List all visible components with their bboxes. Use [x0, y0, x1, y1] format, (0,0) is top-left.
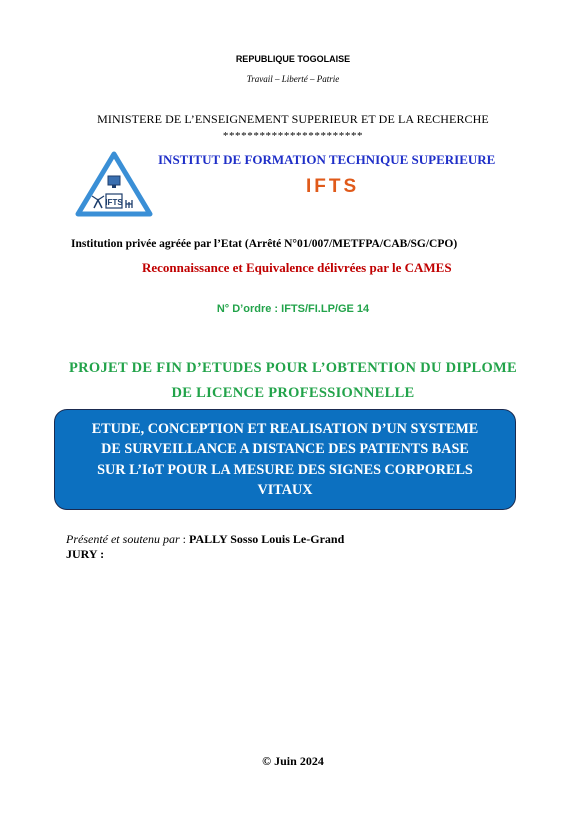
project-heading [0, 356, 586, 406]
thesis-title-line-2: DE SURVEILLANCE A DISTANCE DES PATIENTS BASE [101, 441, 469, 457]
thesis-title-line-3: SUR L’IoT POUR LA MESURE DES SIGNES CORPORELS [97, 461, 473, 478]
date-line: © Juin 2024 [262, 754, 324, 768]
project-heading-line-2: DE LICENCE PROFESSIONNELLE [171, 385, 415, 401]
logo-text: IFTS [105, 198, 123, 207]
institute-name: INSTITUT DE FORMATION TECHNIQUE SUPERIEURE [158, 152, 496, 167]
thesis-title-line-4: VITAUX [257, 482, 313, 498]
author-name: PALLY Sosso Louis Le-Grand [189, 532, 345, 546]
institute-acronym: IFTS [306, 176, 360, 197]
presented-by-separator: : [179, 532, 189, 546]
project-heading-line-1: PROJET DE FIN D’ETUDES POUR L’OBTENTION DU DIPLOME [68, 360, 518, 376]
presented-by [66, 532, 344, 547]
thesis-title-line-1: ETUDE, CONCEPTION ET REALISATION D’UN SYSTEME [91, 420, 479, 437]
country-name: REPUBLIQUE TOGOLAISE [235, 54, 351, 64]
presented-by-label: Présenté et soutenu par [66, 532, 180, 546]
thesis-title [84, 419, 487, 501]
order-number: N° D’ordre : IFTS/FI.LP/GE 14 [216, 303, 370, 315]
cames-recognition: Reconnaissance et Equivalence délivrées par le CAMES [142, 260, 452, 275]
thesis-title-box [54, 409, 516, 510]
accreditation-text: Institution privée agréée par l’Etat (Arrêté N°01/007/METFPA/CAB/SG/CPO) [71, 238, 458, 250]
jury-label: JURY : [66, 547, 105, 561]
separator-stars: *********************** [222, 130, 364, 142]
ifts-logo-icon [74, 150, 154, 220]
ministry-name: MINISTERE DE L’ENSEIGNEMENT SUPERIEUR ET DE LA RECHERCHE [97, 112, 489, 126]
national-motto: Travail – Liberté – Patrie [246, 74, 340, 84]
